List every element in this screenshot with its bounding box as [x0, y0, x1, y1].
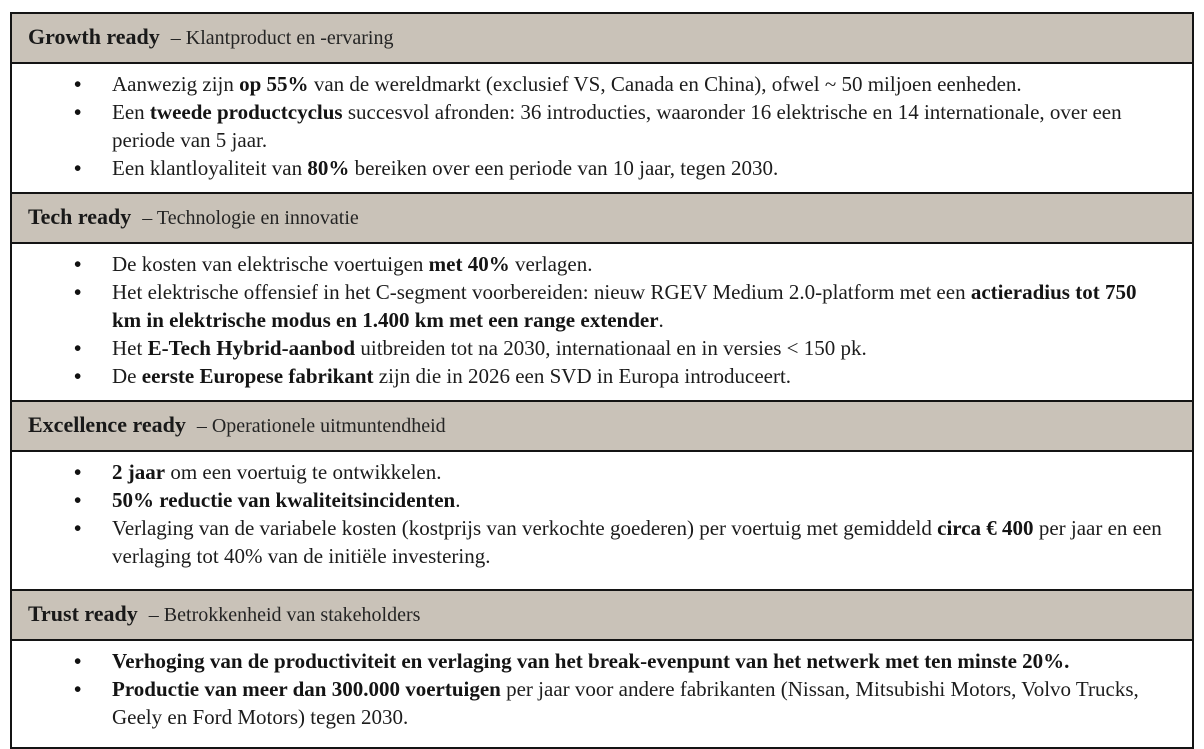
section-title: Tech ready — [28, 204, 132, 229]
section-subtitle: – Operationele uitmuntendheid — [196, 415, 446, 437]
bullet-text-bold: op 55% — [239, 72, 309, 96]
bullet-text: uitbreiden tot na 2030, internationaal en in versies < 150 pk. — [355, 336, 867, 360]
bullet-item — [12, 362, 1168, 390]
bullet-text: Het — [112, 336, 148, 360]
bullet-item — [12, 250, 1168, 278]
section-title: Trust ready — [28, 601, 138, 626]
bullet-text-bold: met 40% — [428, 252, 510, 276]
bullet-item — [12, 675, 1168, 731]
bullet-list-trust — [12, 641, 1192, 747]
readiness-matrix-table — [10, 12, 1194, 749]
bullet-list-excellence — [12, 452, 1192, 589]
bullet-text: bereiken over een periode van 10 jaar, tegen 2030. — [349, 156, 779, 180]
bullet-text: om een voertuig te ontwikkelen. — [165, 460, 442, 484]
section-subtitle: – Betrokkenheid van stakeholders — [148, 604, 421, 626]
section-growth-ready — [12, 14, 1192, 192]
bullet-text-bold: 50% reductie van kwaliteitsincidenten — [112, 488, 456, 512]
section-subtitle: – Technologie en innovatie — [142, 207, 359, 229]
section-title: Growth ready — [28, 24, 160, 49]
bullet-text: Aanwezig zijn — [112, 72, 240, 96]
bullet-text: per jaar en een verlaging tot 40% van de initiële investering. — [112, 516, 1162, 568]
bullet-text: Het elektrische offensief in het C-segment voorbereiden: nieuw RGEV Medium 2.0-platform met een — [112, 280, 971, 304]
bullet-list-growth — [12, 64, 1192, 192]
bullet-item — [12, 334, 1168, 362]
bullet-text: . — [455, 488, 461, 512]
bullet-list-tech — [12, 244, 1192, 400]
bullet-text: per jaar voor andere fabrikanten (Nissan, Mitsubishi Motors, Volvo Trucks, Geely en Ford Motors) tegen 2030. — [112, 677, 1139, 729]
bullet-text: Verlaging van de variabele kosten (kostprijs van verkochte goederen) per voertuig met gemiddeld — [112, 516, 938, 540]
bullet-text: Een — [112, 100, 150, 124]
bullet-item — [12, 98, 1168, 154]
bullet-item — [12, 154, 1168, 182]
bullet-text-bold: circa € 400 — [937, 516, 1034, 540]
section-excellence-ready — [12, 400, 1192, 589]
bullet-text: succesvol afronden: 36 introducties, waaronder 16 elektrische en 14 internationale, over een periode van 5 jaar. — [112, 100, 1122, 152]
bullet-text: De — [112, 364, 142, 388]
bullet-text: De kosten van elektrische voertuigen — [112, 252, 429, 276]
section-header-excellence — [12, 400, 1192, 452]
section-header-trust — [12, 589, 1192, 641]
bullet-text-bold: tweede productcyclus — [149, 100, 343, 124]
bullet-text: . — [658, 308, 664, 332]
bullet-item — [12, 486, 1168, 514]
bullet-item — [12, 514, 1168, 570]
bullet-item — [12, 647, 1168, 675]
bullet-item — [12, 458, 1168, 486]
bullet-text: Een klantloyaliteit van — [112, 156, 308, 180]
section-title: Excellence ready — [28, 412, 186, 437]
bullet-item — [12, 70, 1168, 98]
section-header-growth — [12, 14, 1192, 64]
bullet-text: verlagen. — [509, 252, 593, 276]
bullet-item — [12, 278, 1168, 334]
section-subtitle: – Klantproduct en -ervaring — [170, 27, 394, 49]
bullet-text-bold: 2 jaar — [112, 460, 166, 484]
section-trust-ready — [12, 589, 1192, 747]
bullet-text: zijn die in 2026 een SVD in Europa introduceert. — [373, 364, 792, 388]
bullet-text-bold: eerste Europese fabrikant — [141, 364, 374, 388]
bullet-text-bold: 80% — [307, 156, 350, 180]
bullet-text-bold: E-Tech Hybrid-aanbod — [147, 336, 356, 360]
bullet-text-bold: Productie van meer dan 300.000 voertuigen — [112, 677, 501, 701]
section-header-tech — [12, 192, 1192, 244]
bullet-text: van de wereldmarkt (exclusief VS, Canada en China), ofwel ~ 50 miljoen eenheden. — [308, 72, 1022, 96]
bullet-text-bold: Verhoging van de productiviteit en verlaging van het break-evenpunt van het netwerk met ten minste 20%. — [112, 649, 1070, 673]
bullet-text-bold: actieradius tot 750 km in elektrische modus en 1.400 km met een range extender — [112, 280, 1137, 332]
section-tech-ready — [12, 192, 1192, 400]
